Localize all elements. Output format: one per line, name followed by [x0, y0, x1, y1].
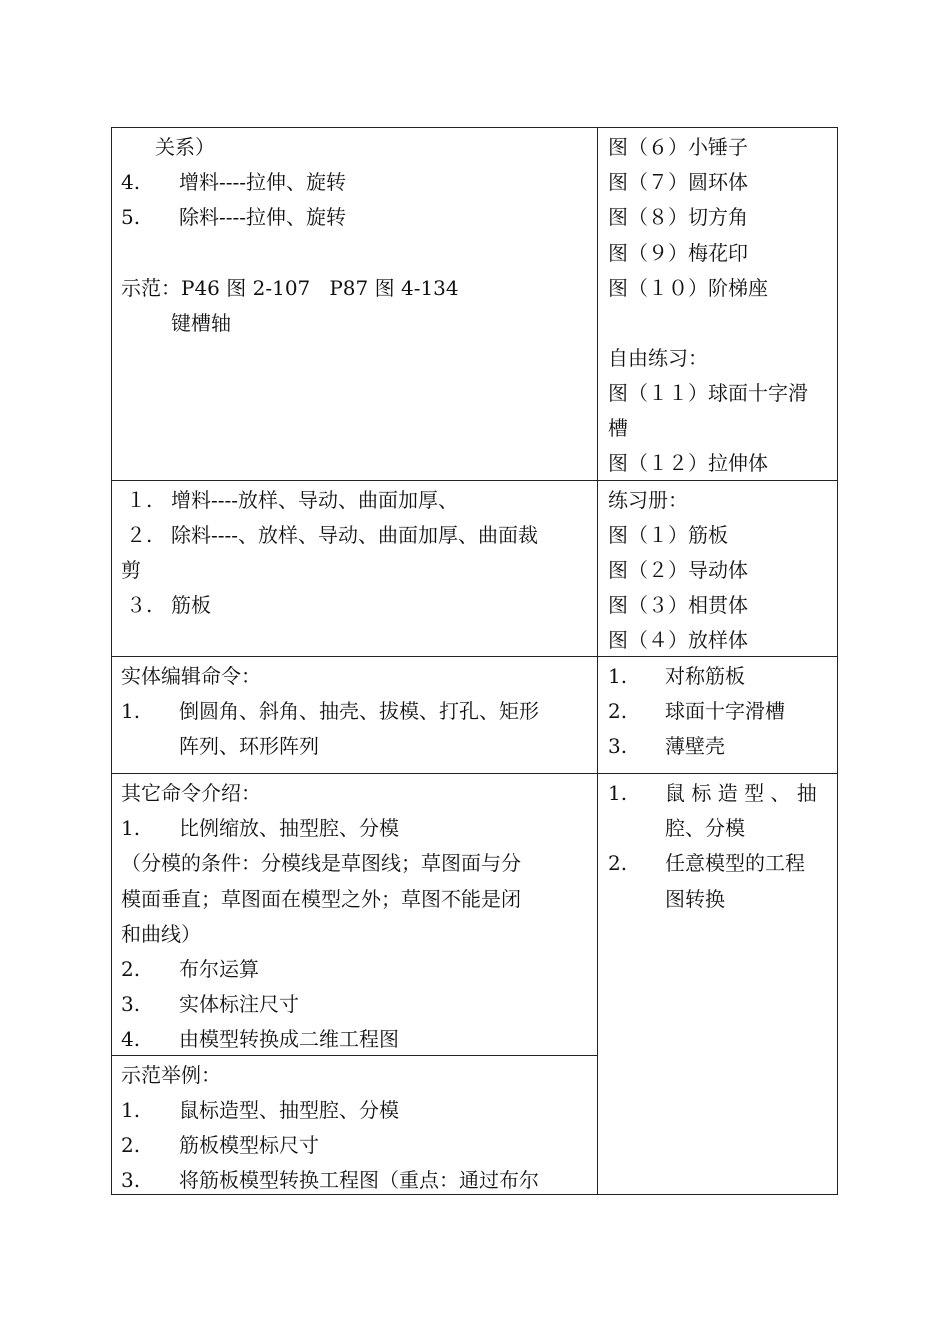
cell-text: 图（２）导动体	[608, 558, 748, 582]
list-number: 2.	[121, 1133, 141, 1157]
list-item-text: 增料----拉伸、旋转	[179, 170, 347, 194]
cell-text: 示范举例：	[121, 1063, 221, 1087]
list-item-text: 鼠 标 造 型 、 抽	[665, 781, 817, 805]
list-item-text: 除料----、放样、导动、曲面加厚、曲面裁	[171, 523, 539, 547]
list-item-text: 增料----放样、导动、曲面加厚、	[171, 488, 459, 512]
row-divider	[111, 656, 838, 657]
cell-text: 练习册：	[608, 488, 688, 512]
list-item-text: 球面十字滑槽	[665, 699, 785, 723]
list-number: 4.	[121, 1027, 141, 1051]
list-item-text: 倒圆角、斜角、抽壳、拔模、打孔、矩形	[179, 699, 539, 723]
list-item-text: 筋板	[171, 593, 211, 617]
cell-text: 模面垂直；草图面在模型之外；草图不能是闭	[121, 887, 521, 911]
list-number: 3.	[608, 734, 628, 758]
list-number: 1.	[121, 1098, 141, 1122]
cell-text: 图（６）小锤子	[608, 135, 748, 159]
cell-text: 图（８）切方角	[608, 205, 748, 229]
list-item-text: 薄壁壳	[665, 734, 725, 758]
list-item-text: 布尔运算	[179, 957, 259, 981]
list-number: 5.	[121, 205, 141, 229]
list-number: 2.	[121, 957, 141, 981]
list-number: 3.	[121, 992, 141, 1016]
list-item-text: 将筋板模型转换工程图（重点：通过布尔	[179, 1168, 539, 1192]
cell-text: 图（９）梅花印	[608, 241, 748, 265]
list-item-text: 筋板模型标尺寸	[179, 1133, 319, 1157]
list-number: 1.	[608, 781, 628, 805]
cell-text: 图（４）放样体	[608, 628, 748, 652]
cell-text: 图转换	[665, 887, 725, 911]
list-number: ２.	[126, 523, 153, 547]
list-item-text: 对称筋板	[665, 664, 745, 688]
cell-text: 图（３）相贯体	[608, 593, 748, 617]
cell-text: 图（７）圆环体	[608, 170, 748, 194]
list-number: １.	[126, 488, 153, 512]
list-number: 2.	[608, 851, 628, 875]
row-divider	[111, 480, 838, 481]
cell-text: 实体编辑命令：	[121, 664, 261, 688]
list-item-text: 由模型转换成二维工程图	[179, 1027, 399, 1051]
column-divider	[597, 127, 598, 1195]
cell-text: 图（１２）拉伸体	[608, 451, 768, 475]
list-number: 1.	[608, 664, 628, 688]
cell-text: 阵列、环形阵列	[179, 734, 319, 758]
list-number: 1.	[121, 699, 141, 723]
cell-text: 其它命令介绍：	[121, 781, 261, 805]
list-number: 1.	[121, 816, 141, 840]
list-number: 4.	[121, 170, 141, 194]
cell-text: 关系）	[155, 135, 215, 159]
cell-text: 和曲线）	[121, 922, 201, 946]
cell-text: （分模的条件：分模线是草图线；草图面与分	[121, 851, 521, 875]
list-item-text: 实体标注尺寸	[179, 992, 299, 1016]
list-number: 2.	[608, 699, 628, 723]
row-divider	[111, 773, 838, 774]
list-item-text: 比例缩放、抽型腔、分模	[179, 816, 399, 840]
list-item-text: 除料----拉伸、旋转	[179, 205, 347, 229]
cell-text: 图（１０）阶梯座	[608, 276, 768, 300]
cell-text: 腔、分模	[665, 816, 745, 840]
list-number: 3.	[121, 1168, 141, 1192]
cell-text: 图（１）筋板	[608, 523, 728, 547]
cell-text: 示范：P46 图 2-107 P87 图 4-134	[121, 276, 459, 300]
list-number: ３.	[126, 593, 153, 617]
cell-text: 剪	[121, 558, 141, 582]
list-item-text: 任意模型的工程	[665, 851, 805, 875]
cell-text: 自由练习：	[608, 346, 708, 370]
row-divider	[111, 1055, 597, 1056]
cell-text: 键槽轴	[171, 311, 231, 335]
cell-text: 槽	[608, 416, 628, 440]
cell-text: 图（１１）球面十字滑	[608, 381, 808, 405]
list-item-text: 鼠标造型、抽型腔、分模	[179, 1098, 399, 1122]
